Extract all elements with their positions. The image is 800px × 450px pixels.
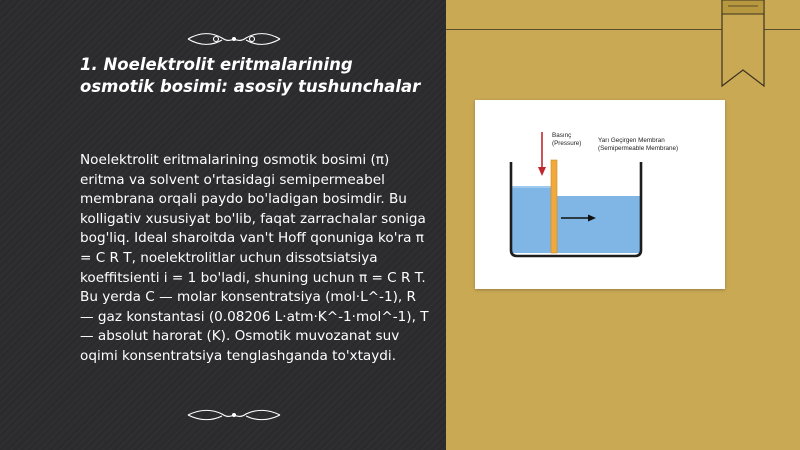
flourish-ornament-icon <box>186 30 282 48</box>
osmosis-beaker-diagram <box>475 100 725 289</box>
bookmark-ribbon-icon <box>712 0 774 100</box>
flourish-ornament-bottom-icon <box>186 407 282 423</box>
membrane-label: Yarı Geçirgen Membran (Semipermeable Membrane) <box>598 137 679 152</box>
osmosis-diagram <box>475 100 725 289</box>
pressure-label: Basınç (Pressure) <box>552 132 582 147</box>
slide-body-text: Noelektrolit eritmalarining osmotik bosimi (π) eritma va solvent o'rtasidagi semipermeabel membrana orqali paydo bo'ladigan bosimdir. Bu kolligativ xususiyat bo'lib, faqat zarrachalar soniga bog'liq. Ideal sharoitda van't Hoff qonuniga ko'ra π = C R T, noelektrolitlar uchun dissotsiatsiya koeffitsienti i = 1 bo'ladi, shuning uchun π = C R T. Bu yerda C — molar konsentratsiya (mol·L^-1), R — gaz konstantasi (0.08206 L·atm·K^-1·mol^-1), T — absolut harorat (K). Osmotik muvozanat suv oqimi konsentratsiya tenglashganda to'xtaydi. <box>80 152 429 364</box>
slide-title: 1. Noelektrolit eritmalarining osmotik bosimi: asosiy tushunchalar <box>80 55 421 96</box>
